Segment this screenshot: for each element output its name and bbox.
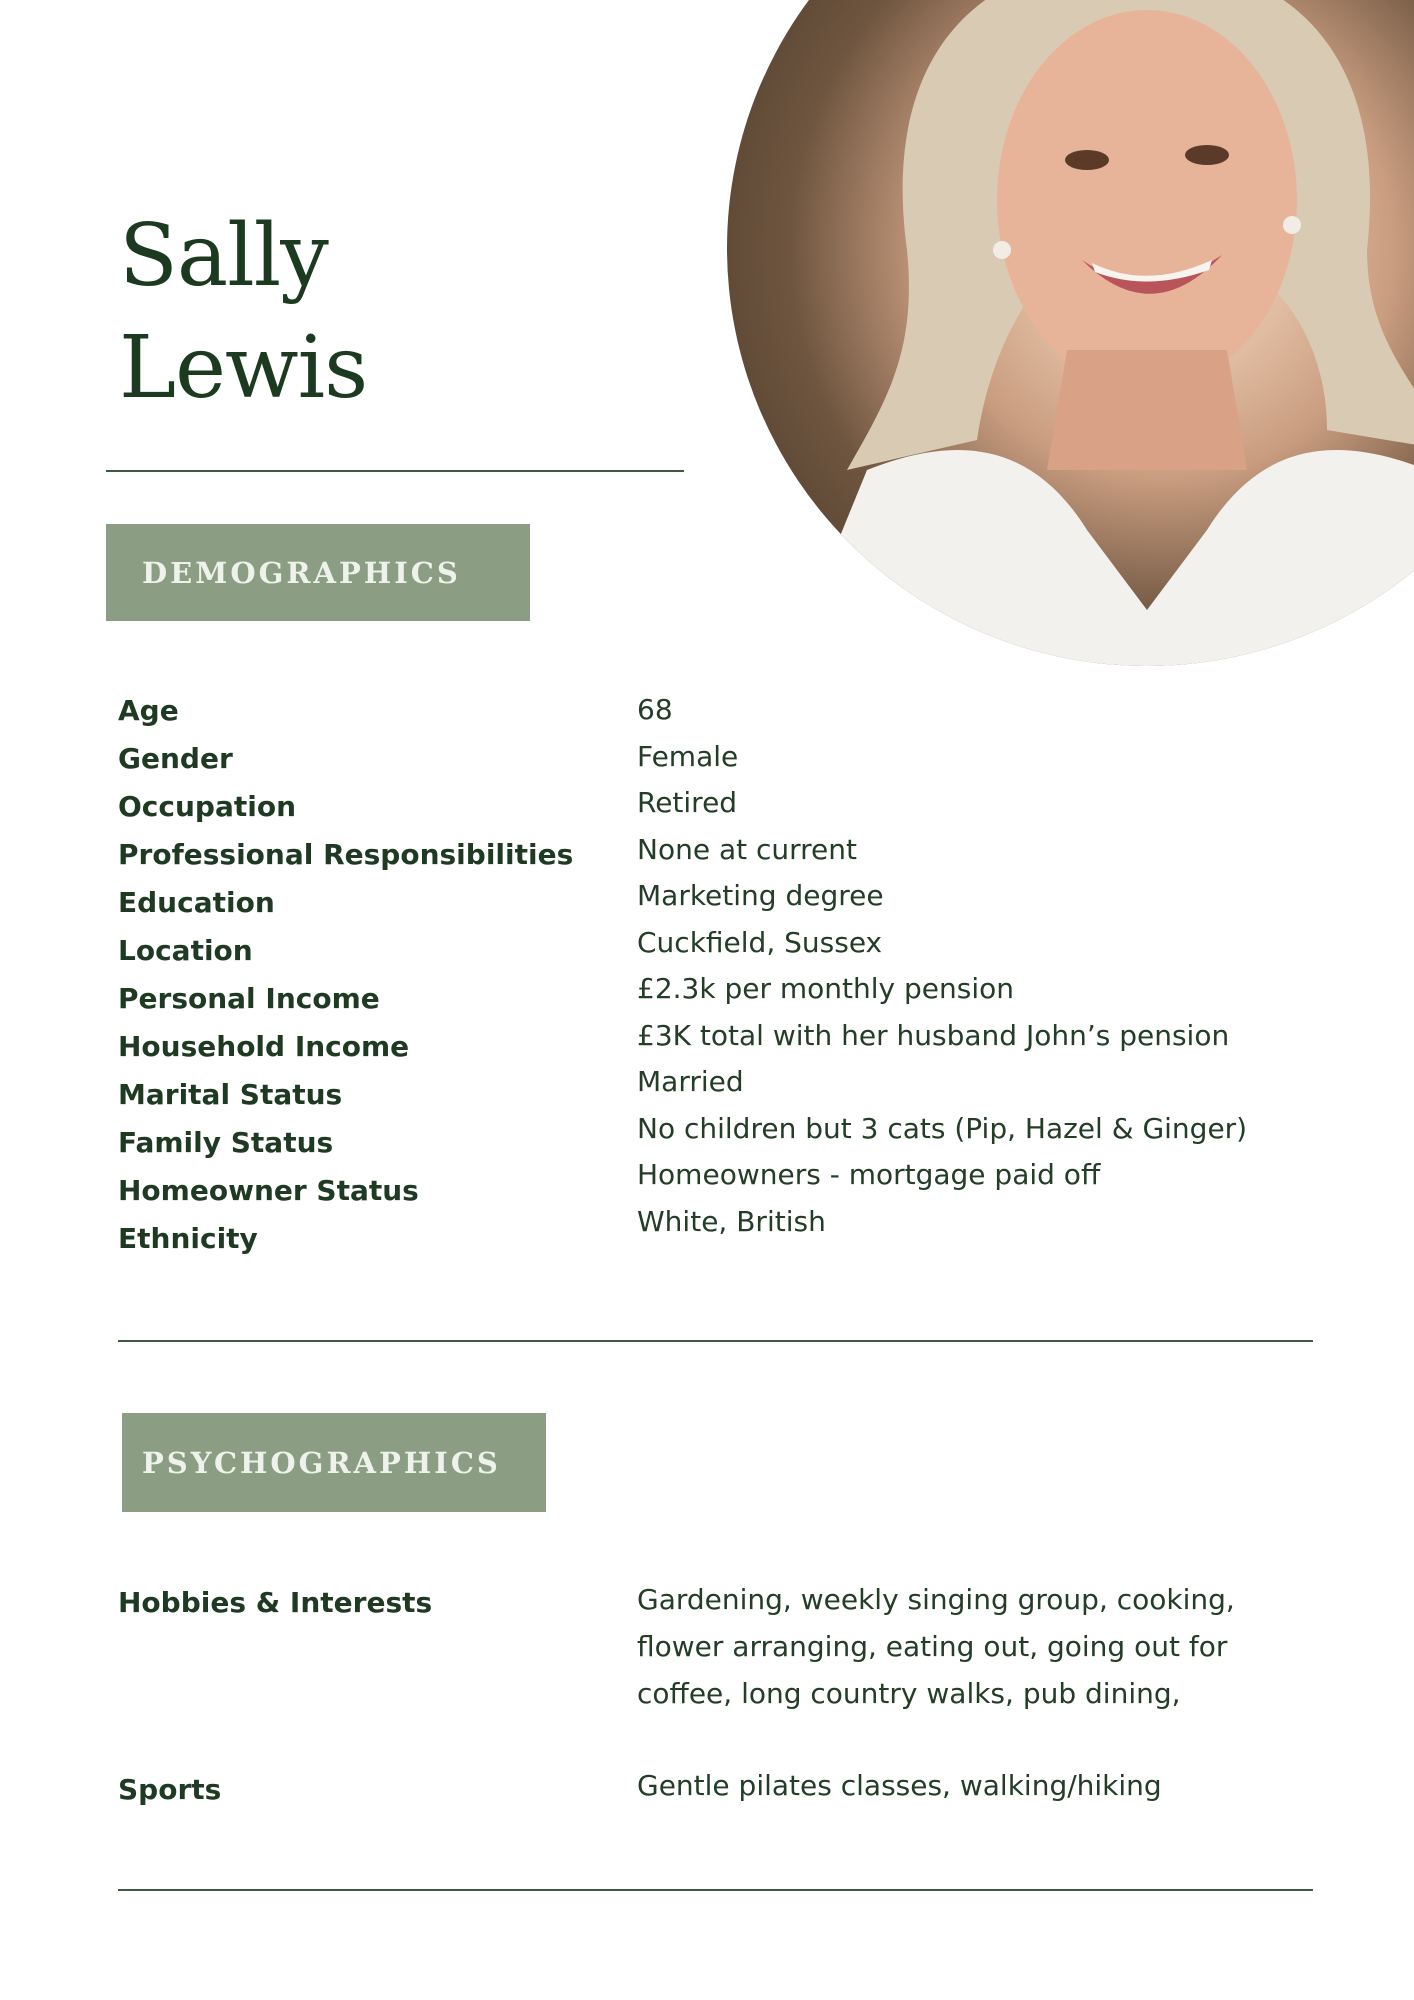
label-family-status: Family Status	[118, 1126, 334, 1159]
value-education: Marketing degree	[637, 879, 884, 912]
value-age: 68	[637, 693, 673, 726]
value-hobbies-interests: Gardening, weekly singing group, cooking, flower arranging, eating out, going out for coffee, long country walks, pub dining,	[637, 1583, 1235, 1710]
label-ethnicity: Ethnicity	[118, 1222, 258, 1255]
portrait-illustration	[727, 0, 1414, 666]
value-occupation: Retired	[637, 786, 738, 819]
first-name: Sally	[119, 206, 328, 306]
value-marital-status: Married	[637, 1065, 744, 1098]
value-professional-responsibilities: None at current	[637, 832, 857, 866]
value-personal-income: £2.3k per monthly pension	[637, 972, 1014, 1005]
last-name: Lewis	[119, 318, 368, 418]
label-age: Age	[118, 694, 179, 727]
value-homeowner-status: Homeowners - mortgage paid off	[637, 1158, 1101, 1191]
label-marital-status: Marital Status	[118, 1078, 343, 1111]
label-education: Education	[118, 886, 275, 919]
label-homeowner-status: Homeowner Status	[118, 1174, 419, 1207]
portrait-photo	[727, 0, 1414, 666]
value-family-status: No children but 3 cats (Pip, Hazel & Ginger)	[637, 1111, 1248, 1145]
demographics-heading: DEMOGRAPHICS	[106, 524, 530, 621]
label-gender: Gender	[118, 742, 233, 775]
value-gender: Female	[637, 739, 739, 773]
persona-name	[119, 200, 367, 424]
demographics-labels	[118, 691, 573, 1267]
divider-top	[106, 470, 684, 472]
label-hobbies-interests: Hobbies & Interests	[118, 1586, 433, 1619]
divider-bottom	[118, 1889, 1313, 1891]
label-personal-income: Personal Income	[118, 982, 380, 1015]
label-household-income: Household Income	[118, 1030, 410, 1063]
value-household-income: £3K total with her husband John’s pension	[637, 1018, 1230, 1052]
value-ethnicity: White, British	[637, 1204, 826, 1238]
label-location: Location	[118, 934, 253, 967]
psychographics-heading: PSYCHOGRAPHICS	[122, 1413, 546, 1512]
demographics-values	[637, 690, 1247, 1248]
label-sports: Sports	[118, 1773, 222, 1806]
divider-middle	[118, 1340, 1313, 1342]
value-location: Cuckfield, Sussex	[637, 925, 883, 959]
value-sports: Gentle pilates classes, walking/hiking	[637, 1769, 1162, 1802]
label-professional-responsibilities: Professional Responsibilities	[118, 838, 574, 871]
label-occupation: Occupation	[118, 790, 297, 823]
